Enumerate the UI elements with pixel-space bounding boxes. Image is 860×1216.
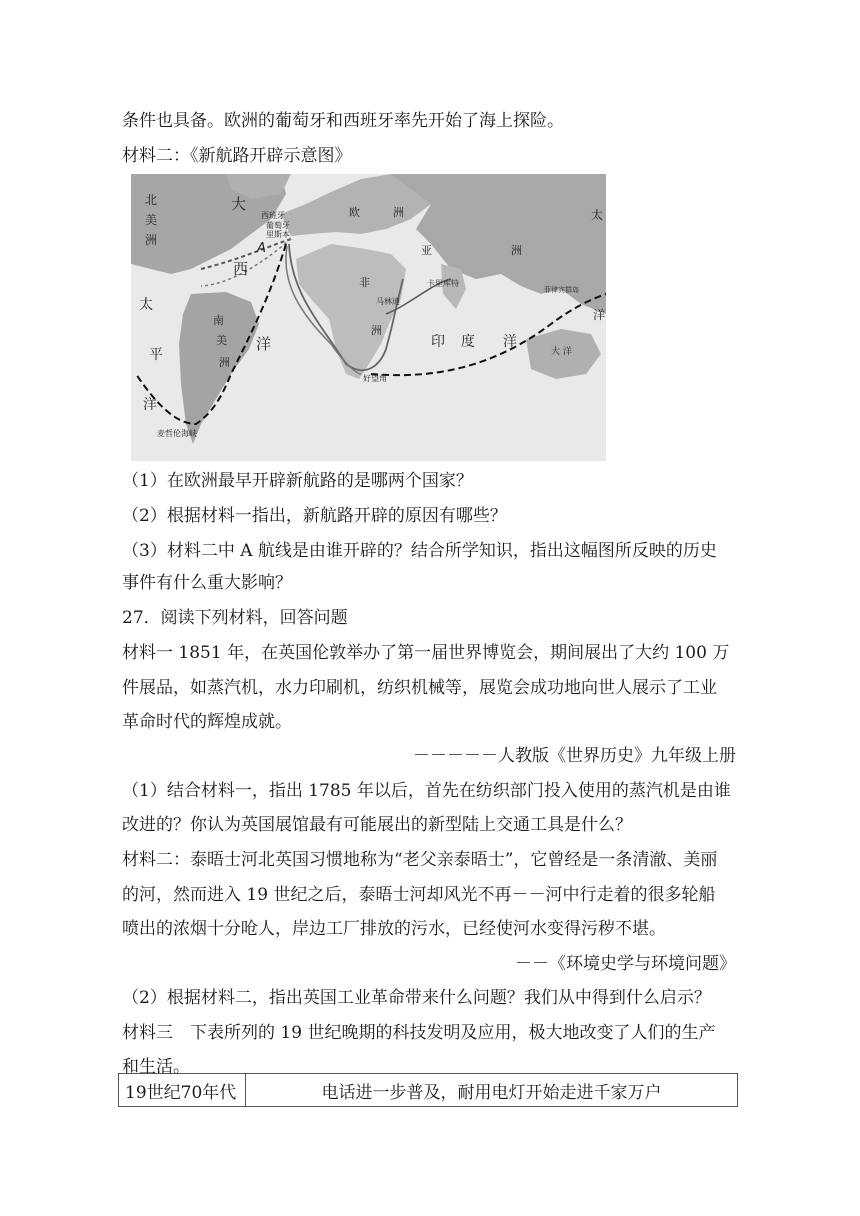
question-3-cont: 事件有什么重大影响？ bbox=[122, 573, 292, 593]
map-label: 亚 bbox=[421, 244, 432, 257]
question-2: （2）根据材料一指出，新航路开辟的原因有哪些？ bbox=[122, 506, 507, 526]
route-a-label: A bbox=[257, 241, 266, 256]
question-27-heading: 27．阅读下列材料，回答问题 bbox=[122, 608, 348, 628]
material-three-text: 材料三 下表所列的 19 世纪晚期的科技发明及应用，极大地改变了人们的生产 bbox=[122, 1023, 716, 1043]
map-label: 好望角 bbox=[363, 374, 387, 383]
map-label: 非 bbox=[359, 276, 370, 289]
map-label: 洋 bbox=[503, 334, 517, 350]
map-label: 麦哲伦海峡 bbox=[157, 429, 197, 438]
sub-question-1-cont: 改进的？你认为英国展馆最有可能展出的新型陆上交通工具是什么？ bbox=[122, 815, 632, 835]
text-line: 条件也具备。欧洲的葡萄牙和西班牙率先开始了海上探险。 bbox=[122, 111, 564, 131]
table-row bbox=[119, 1074, 738, 1107]
map-label: 美 bbox=[216, 334, 227, 347]
question-1: （1）在欧洲最早开辟新航路的是哪两个国家？ bbox=[122, 471, 473, 491]
map-label: 洲 bbox=[145, 233, 158, 247]
map-label: 太 bbox=[591, 208, 604, 222]
map-label: 洲 bbox=[511, 244, 522, 257]
map-label: 南 bbox=[213, 314, 224, 327]
map-label: 里斯本 bbox=[266, 230, 290, 239]
map-label: 西 bbox=[233, 260, 249, 278]
map-label: 度 bbox=[461, 334, 475, 350]
material-three-text: 和生活。 bbox=[122, 1057, 190, 1077]
map-label: 大 洋 bbox=[551, 347, 572, 357]
map-label: 洲 bbox=[371, 324, 382, 337]
question-3: （3）材料二中 A 航线是由谁开辟的？结合所学知识，指出这幅图所反映的历史 bbox=[122, 541, 717, 561]
invention-table bbox=[118, 1073, 738, 1107]
material-two-text: 喷出的浓烟十分呛人，岸边工厂排放的污水，已经使河水变得污秽不堪。 bbox=[122, 919, 666, 939]
map-label: 平 bbox=[149, 347, 163, 363]
source-citation: －－《环境史学与环境问题》 bbox=[515, 954, 736, 974]
map-label: 太 bbox=[139, 297, 153, 313]
map-label: 洋 bbox=[143, 397, 157, 413]
material-two-text: 的河，然而进入 19 世纪之后，泰晤士河却风光不再－－河中行走着的很多轮船 bbox=[122, 885, 716, 905]
map-label: 大 bbox=[231, 195, 247, 213]
map-label: 洋 bbox=[256, 335, 272, 353]
material-one-text: 革命时代的辉煌成就。 bbox=[122, 712, 292, 732]
africa-shape bbox=[296, 244, 406, 379]
table-cell-description: 电话进一步普及，耐用电灯开始走进千家万户 bbox=[246, 1074, 738, 1107]
sub-question-2: （2）根据材料二，指出英国工业革命带来什么问题？我们从中得到什么启示？ bbox=[122, 988, 711, 1008]
new-route-map bbox=[131, 174, 606, 461]
material-two-title: 材料二：《新航路开辟示意图》 bbox=[122, 146, 352, 166]
map-label: 欧 bbox=[349, 206, 360, 219]
map-label: 菲律宾群岛 bbox=[544, 286, 579, 294]
table-cell-period: 19世纪70年代 bbox=[119, 1074, 246, 1107]
map-label: 洲 bbox=[393, 206, 404, 219]
map-label: 洋 bbox=[593, 308, 606, 322]
source-citation: －－－－－人教版《世界历史》九年级上册 bbox=[413, 746, 736, 766]
material-two-text: 材料二：泰晤士河北英国习惯地称为“老父亲泰晤士”，它曾经是一条清澈、美丽 bbox=[122, 850, 718, 870]
map-label: 葡萄牙 bbox=[266, 221, 290, 230]
map-label: 北 bbox=[145, 193, 158, 207]
map-label: 印 bbox=[431, 334, 445, 350]
map-label: 马林迪 bbox=[376, 297, 400, 306]
material-one-text: 材料一 1851 年，在英国伦敦举办了第一届世界博览会，期间展出了大约 100 万 bbox=[122, 643, 730, 663]
map-label: 西班牙 bbox=[261, 211, 285, 220]
material-one-text: 件展品，如蒸汽机，水力印刷机，纺织机械等，展览会成功地向世人展示了工业 bbox=[122, 678, 717, 698]
map-label: 美 bbox=[145, 213, 158, 227]
map-label: 洲 bbox=[219, 356, 230, 369]
map-label: 卡里库特 bbox=[427, 279, 459, 288]
sub-question-1: （1）结合材料一，指出 1785 年以后，首先在纺织部门投入使用的蒸汽机是由谁 bbox=[122, 781, 731, 801]
